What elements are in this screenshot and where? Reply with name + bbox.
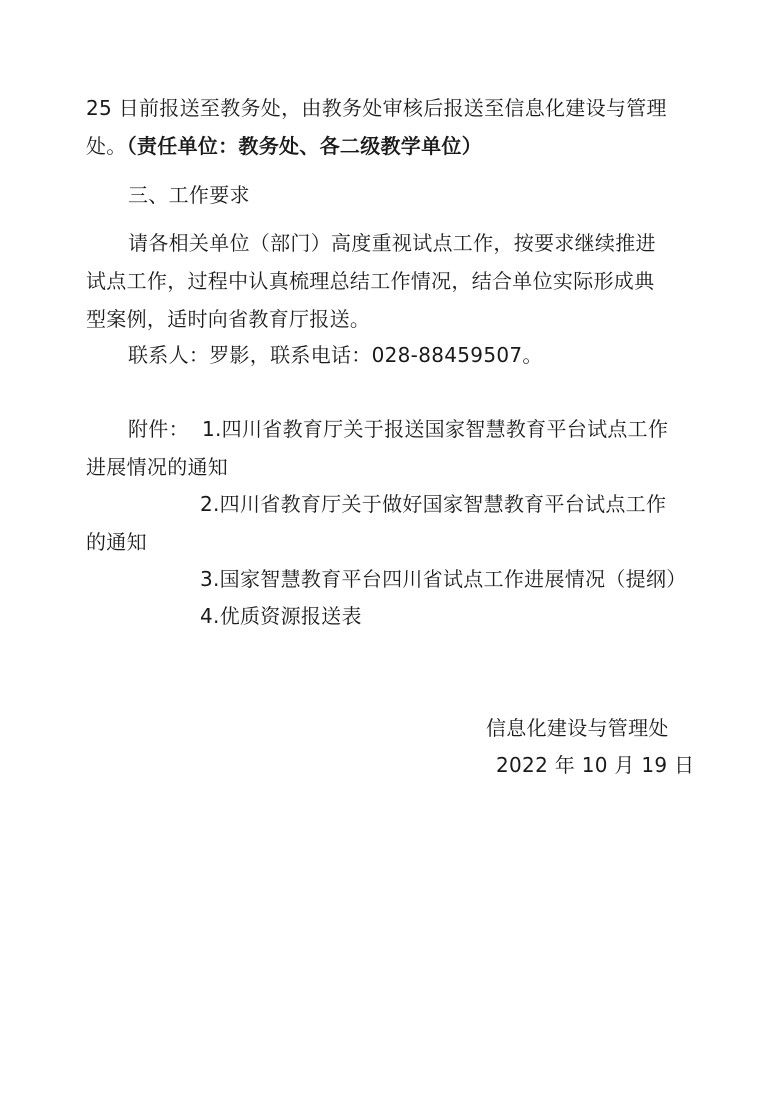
attachment1-line1: 1.四川省教育厅关于报送国家智慧教育平台试点工作 xyxy=(202,417,669,441)
para2-line3: 型案例，适时向省教育厅报送。 xyxy=(86,307,371,331)
attachment3: 3.国家智慧教育平台四川省试点工作进展情况（提纲） xyxy=(200,567,687,591)
responsible-units: （责任单位：教务处、各二级教学单位） xyxy=(126,134,483,158)
signature-date: 2022 年 10 月 19 日 xyxy=(496,753,695,777)
para1-line2 xyxy=(86,133,482,159)
para1-line2-text: 处。 xyxy=(86,134,127,158)
attachment4: 4.优质资源报送表 xyxy=(200,604,362,628)
contact-line: 联系人：罗影，联系电话：028-88459507。 xyxy=(128,343,543,367)
para1-line1: 25 日前报送至教务处，由教务处审核后报送至信息化建设与管理 xyxy=(86,96,667,120)
para2-line1: 请各相关单位（部门）高度重视试点工作，按要求继续推进 xyxy=(128,231,656,255)
section3-heading: 三、工作要求 xyxy=(128,183,250,207)
attachment1-line2: 进展情况的通知 xyxy=(86,455,229,479)
para2-line2: 试点工作，过程中认真梳理总结工作情况，结合单位实际形成典 xyxy=(86,269,655,293)
attachments-label: 附件： xyxy=(128,417,189,441)
attachment2-line2: 的通知 xyxy=(86,530,147,554)
attachment2-line1: 2.四川省教育厅关于做好国家智慧教育平台试点工作 xyxy=(200,492,667,516)
signature-org: 信息化建设与管理处 xyxy=(486,716,669,740)
